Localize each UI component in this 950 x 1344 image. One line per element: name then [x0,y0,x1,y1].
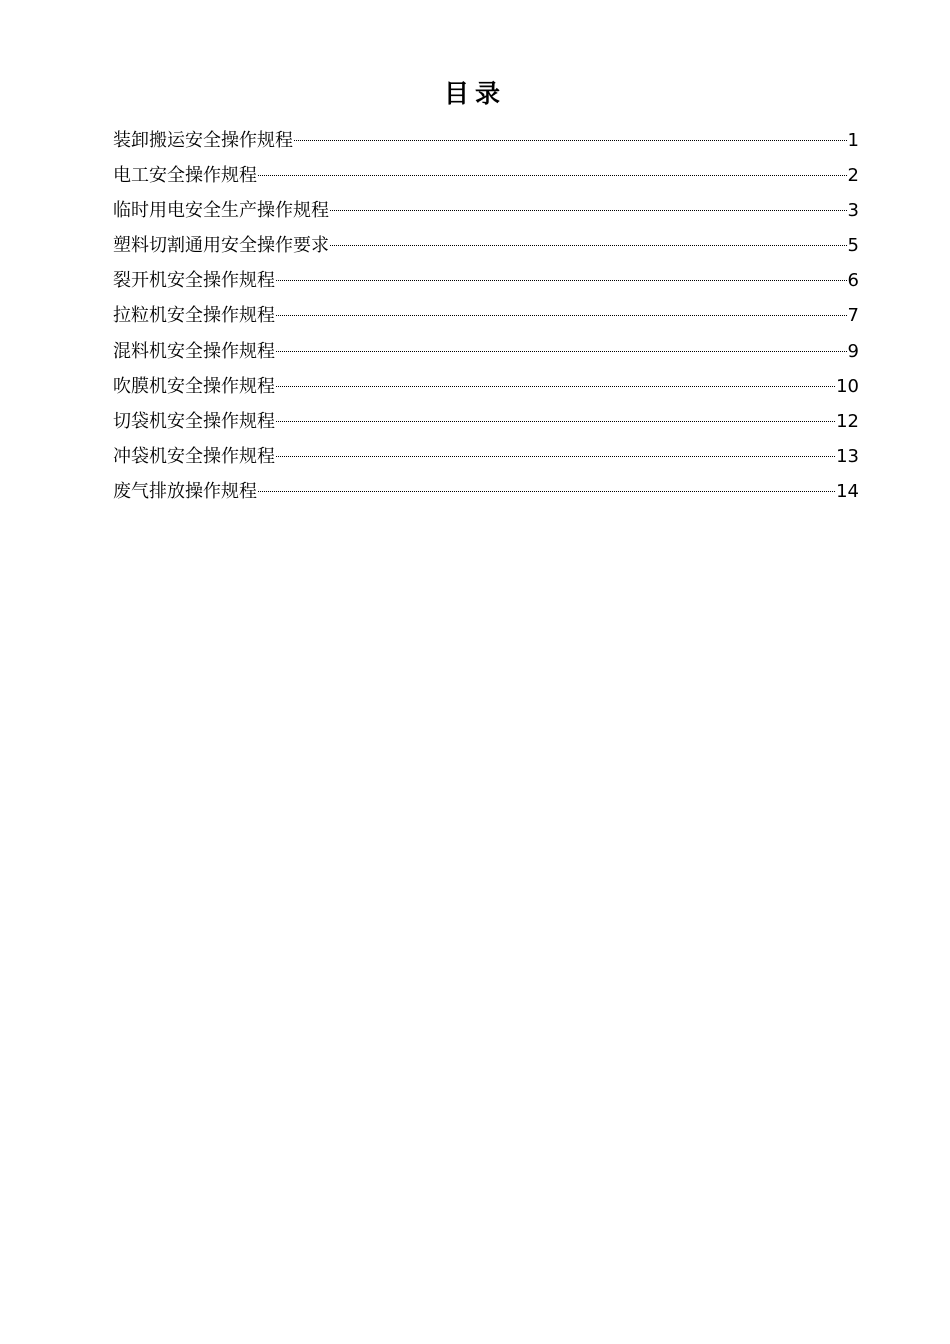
toc-leader-dots [276,386,835,387]
toc-entry-label: 装卸搬运安全操作规程 [113,130,293,151]
toc-entry-page: 6 [847,270,859,292]
toc-entry-label: 临时用电安全生产操作规程 [113,200,329,222]
toc-entry-page: 2 [847,165,859,187]
toc-entry[interactable] [113,193,859,228]
toc-entry-page: 14 [836,480,859,502]
toc-leader-dots [276,315,847,316]
toc-entry[interactable] [113,263,859,298]
toc-entry[interactable] [113,404,859,439]
toc-entry[interactable] [113,474,859,509]
toc-entry-page: 5 [847,235,859,257]
toc-leader-dots [276,351,847,352]
toc-entry[interactable] [113,158,859,193]
toc-entry[interactable] [113,298,859,333]
toc-entry[interactable] [113,123,859,158]
toc-entry-label: 电工安全操作规程 [113,165,257,187]
toc-leader-dots [276,280,847,281]
toc-leader-dots [258,491,835,492]
toc-leader-dots [258,175,847,176]
toc-entry-label: 拉粒机安全操作规程 [113,305,275,327]
toc-entry-page: 13 [836,445,859,467]
toc-entry-label: 裂开机安全操作规程 [113,270,275,292]
toc-entry-label: 切袋机安全操作规程 [113,410,275,432]
toc-entry[interactable] [113,369,859,404]
toc-entry-page: 12 [836,410,859,432]
toc-leader-dots [276,456,835,457]
toc-title: 目录 [443,79,506,108]
toc-entry-page: 10 [836,375,859,397]
toc-entry-label: 混料机安全操作规程 [113,340,275,362]
toc-leader-dots [330,210,847,211]
toc-entry-label: 塑料切割通用安全操作要求 [113,235,329,257]
toc-leader-dots [276,421,835,422]
toc-entry-page: 9 [847,340,859,362]
toc-entry[interactable] [113,439,859,474]
toc-leader-dots [294,140,847,141]
toc-entry[interactable] [113,334,859,369]
toc-leader-dots [330,245,847,246]
toc-entry-label: 冲袋机安全操作规程 [113,445,275,467]
toc-entry-page: 1 [847,130,859,151]
toc-entry-page: 3 [847,200,859,222]
toc-list [113,123,859,509]
toc-entry-label: 吹膜机安全操作规程 [113,375,275,397]
toc-entry-label: 废气排放操作规程 [113,480,257,502]
toc-entry-page: 7 [847,305,859,327]
toc-entry[interactable] [113,228,859,263]
